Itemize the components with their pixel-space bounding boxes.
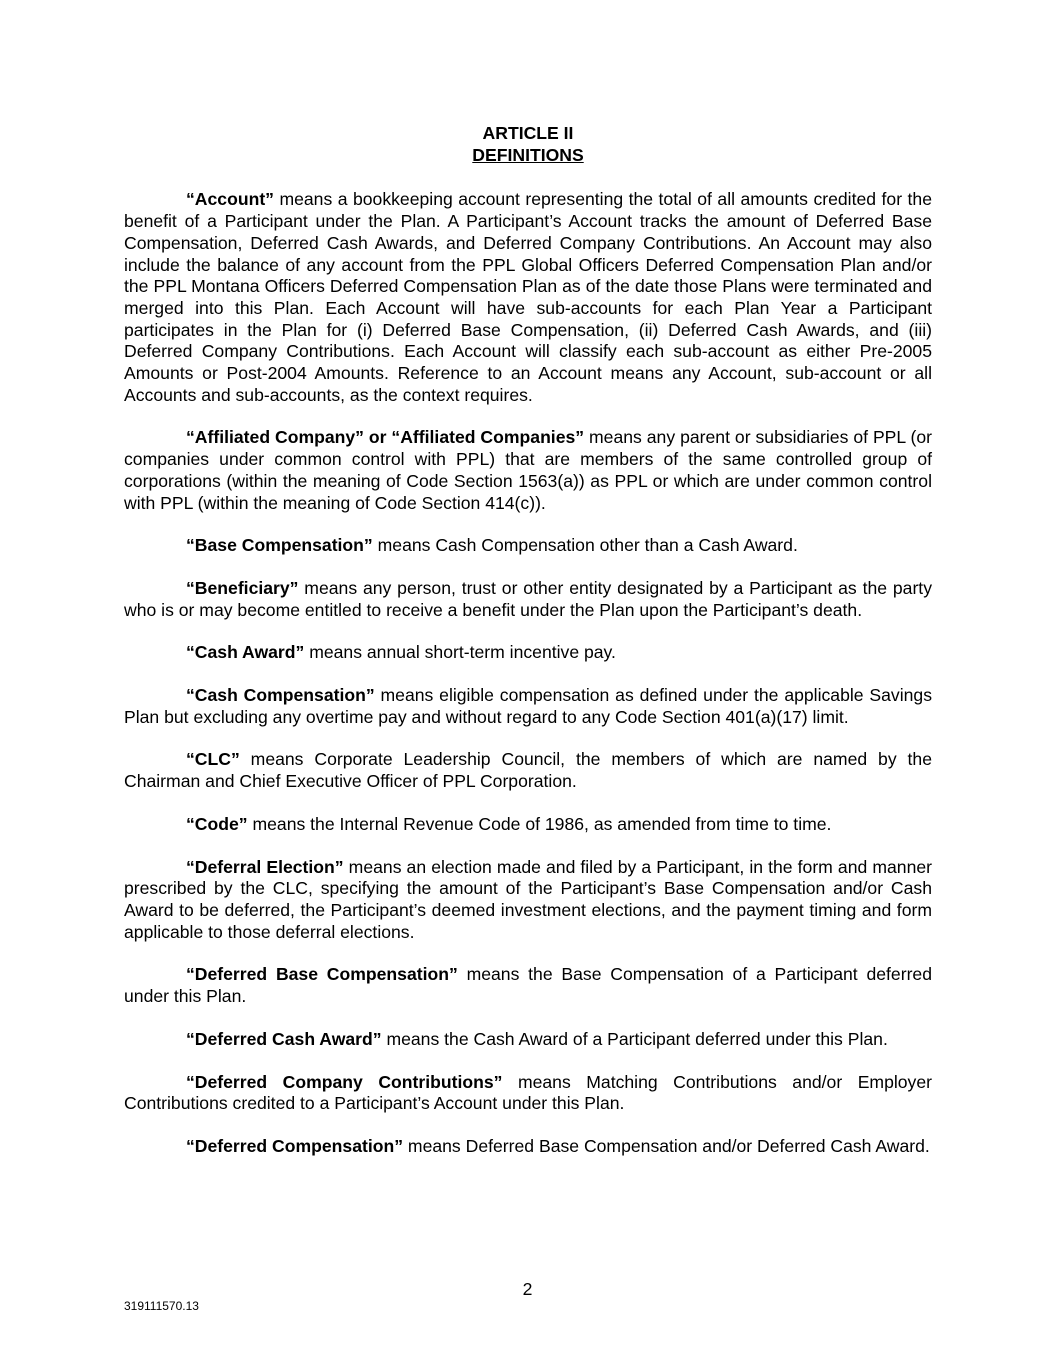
definition-deferral-election xyxy=(124,857,932,944)
definition-deferred-cash-award xyxy=(124,1029,932,1051)
definition-term: “Affiliated Company” or “Affiliated Companies” xyxy=(186,427,585,448)
definition-base-compensation xyxy=(124,535,932,557)
definition-term: “CLC” xyxy=(186,749,240,770)
definition-clc xyxy=(124,749,932,792)
definition-term: “Account” xyxy=(186,189,274,210)
definition-text: means Matching Contributions and/or Employer Contributions credited to a Participant’s Account under this Plan. xyxy=(124,1071,933,1114)
definition-text: means annual short-term incentive pay. xyxy=(304,642,616,663)
definition-text: means eligible compensation as defined under the applicable Savings Plan but excluding any overtime pay and without regard to any Code Section 401(a)(17) limit. xyxy=(124,685,932,727)
definition-text: means Corporate Leadership Council, the members of which are named by the Chairman and Chief Executive Officer of PPL Corporation. xyxy=(124,749,932,792)
definition-term: “Base Compensation” xyxy=(186,535,373,556)
definition-term: “Deferred Base Compensation” xyxy=(186,964,458,985)
definition-deferred-base-compensation xyxy=(124,964,932,1007)
page-number: 2 xyxy=(522,1279,533,1299)
definition-text: means an election made and filed by a Participant, in the form and manner prescribed by the CLC, specifying the amount of the Participant’s Base Compensation and/or Cash Award to be deferred, the Participant’s deemed investment elections, and the payment timing and form applicable to those deferral elections. xyxy=(124,856,932,942)
definition-term: “Deferred Company Contributions” xyxy=(186,1071,503,1092)
definition-term: “Deferred Cash Award” xyxy=(186,1028,382,1049)
definition-text: means the Cash Award of a Participant deferred under this Plan. xyxy=(381,1028,888,1049)
definition-text: means any parent or subsidiaries of PPL (or companies under common control with PPL) that are members of the same controlled group of corporations (within the meaning of Code Section 1563(a)) as PPL or which are under common control with PPL (within the meaning of Code Section 414(c)). xyxy=(124,427,932,513)
definition-cash-award xyxy=(124,642,932,664)
definition-beneficiary xyxy=(124,578,932,621)
definition-affiliated-company xyxy=(124,427,932,514)
article-heading xyxy=(124,123,932,166)
definition-text: means the Internal Revenue Code of 1986, as amended from time to time. xyxy=(247,813,832,834)
definition-term: “Cash Compensation” xyxy=(186,685,375,706)
article-title: DEFINITIONS xyxy=(472,144,584,165)
definition-text: means Deferred Base Compensation and/or Deferred Cash Award. xyxy=(403,1135,930,1156)
definition-term: “Code” xyxy=(186,813,248,834)
document-id: 319111570.13 xyxy=(124,1299,199,1313)
definition-cash-compensation xyxy=(124,685,932,728)
document-body xyxy=(124,123,932,1158)
definition-term: “Beneficiary” xyxy=(186,577,299,598)
definition-text: means the Base Compensation of a Participant deferred under this Plan. xyxy=(124,964,932,1007)
article-number: ARTICLE II xyxy=(482,123,574,143)
definition-code xyxy=(124,814,932,836)
definition-term: “Deferral Election” xyxy=(186,856,344,877)
definition-deferred-company-contributions xyxy=(124,1072,932,1115)
definition-text: means any person, trust or other entity designated by a Participant as the party who is or may become entitled to receive a benefit under the Plan upon the Participant’s death. xyxy=(124,577,932,620)
definition-account xyxy=(124,189,932,406)
definition-deferred-compensation xyxy=(124,1136,932,1158)
definition-text: means Cash Compensation other than a Cash Award. xyxy=(372,535,798,556)
definition-term: “Deferred Compensation” xyxy=(186,1135,404,1156)
definition-term: “Cash Award” xyxy=(186,642,305,663)
definition-text: means a bookkeeping account representing the total of all amounts credited for the benefit of a Participant under the Plan. A Participant’s Account tracks the amount of Deferred Base Compensation, Deferred Cash Awards, and Deferred Company Contributions. An Account may also include the balance of any account from the PPL Global Officers Deferred Compensation Plan and/or the PPL Montana Officers Deferred Compensation Plan as of the date those Plans were terminated and merged into this Plan. Each Account will have sub-accounts for each Plan Year a Participant participates in the Plan for (i) Deferred Base Compensation, (ii) Deferred Cash Awards, and (iii) Deferred Company Contributions. Each Account will classify each sub-account as either Pre-2005 Amounts or Post-2004 Amounts. Reference to an Account means any Account, sub-account or all Accounts and sub-accounts, as the context requires. xyxy=(124,189,932,405)
